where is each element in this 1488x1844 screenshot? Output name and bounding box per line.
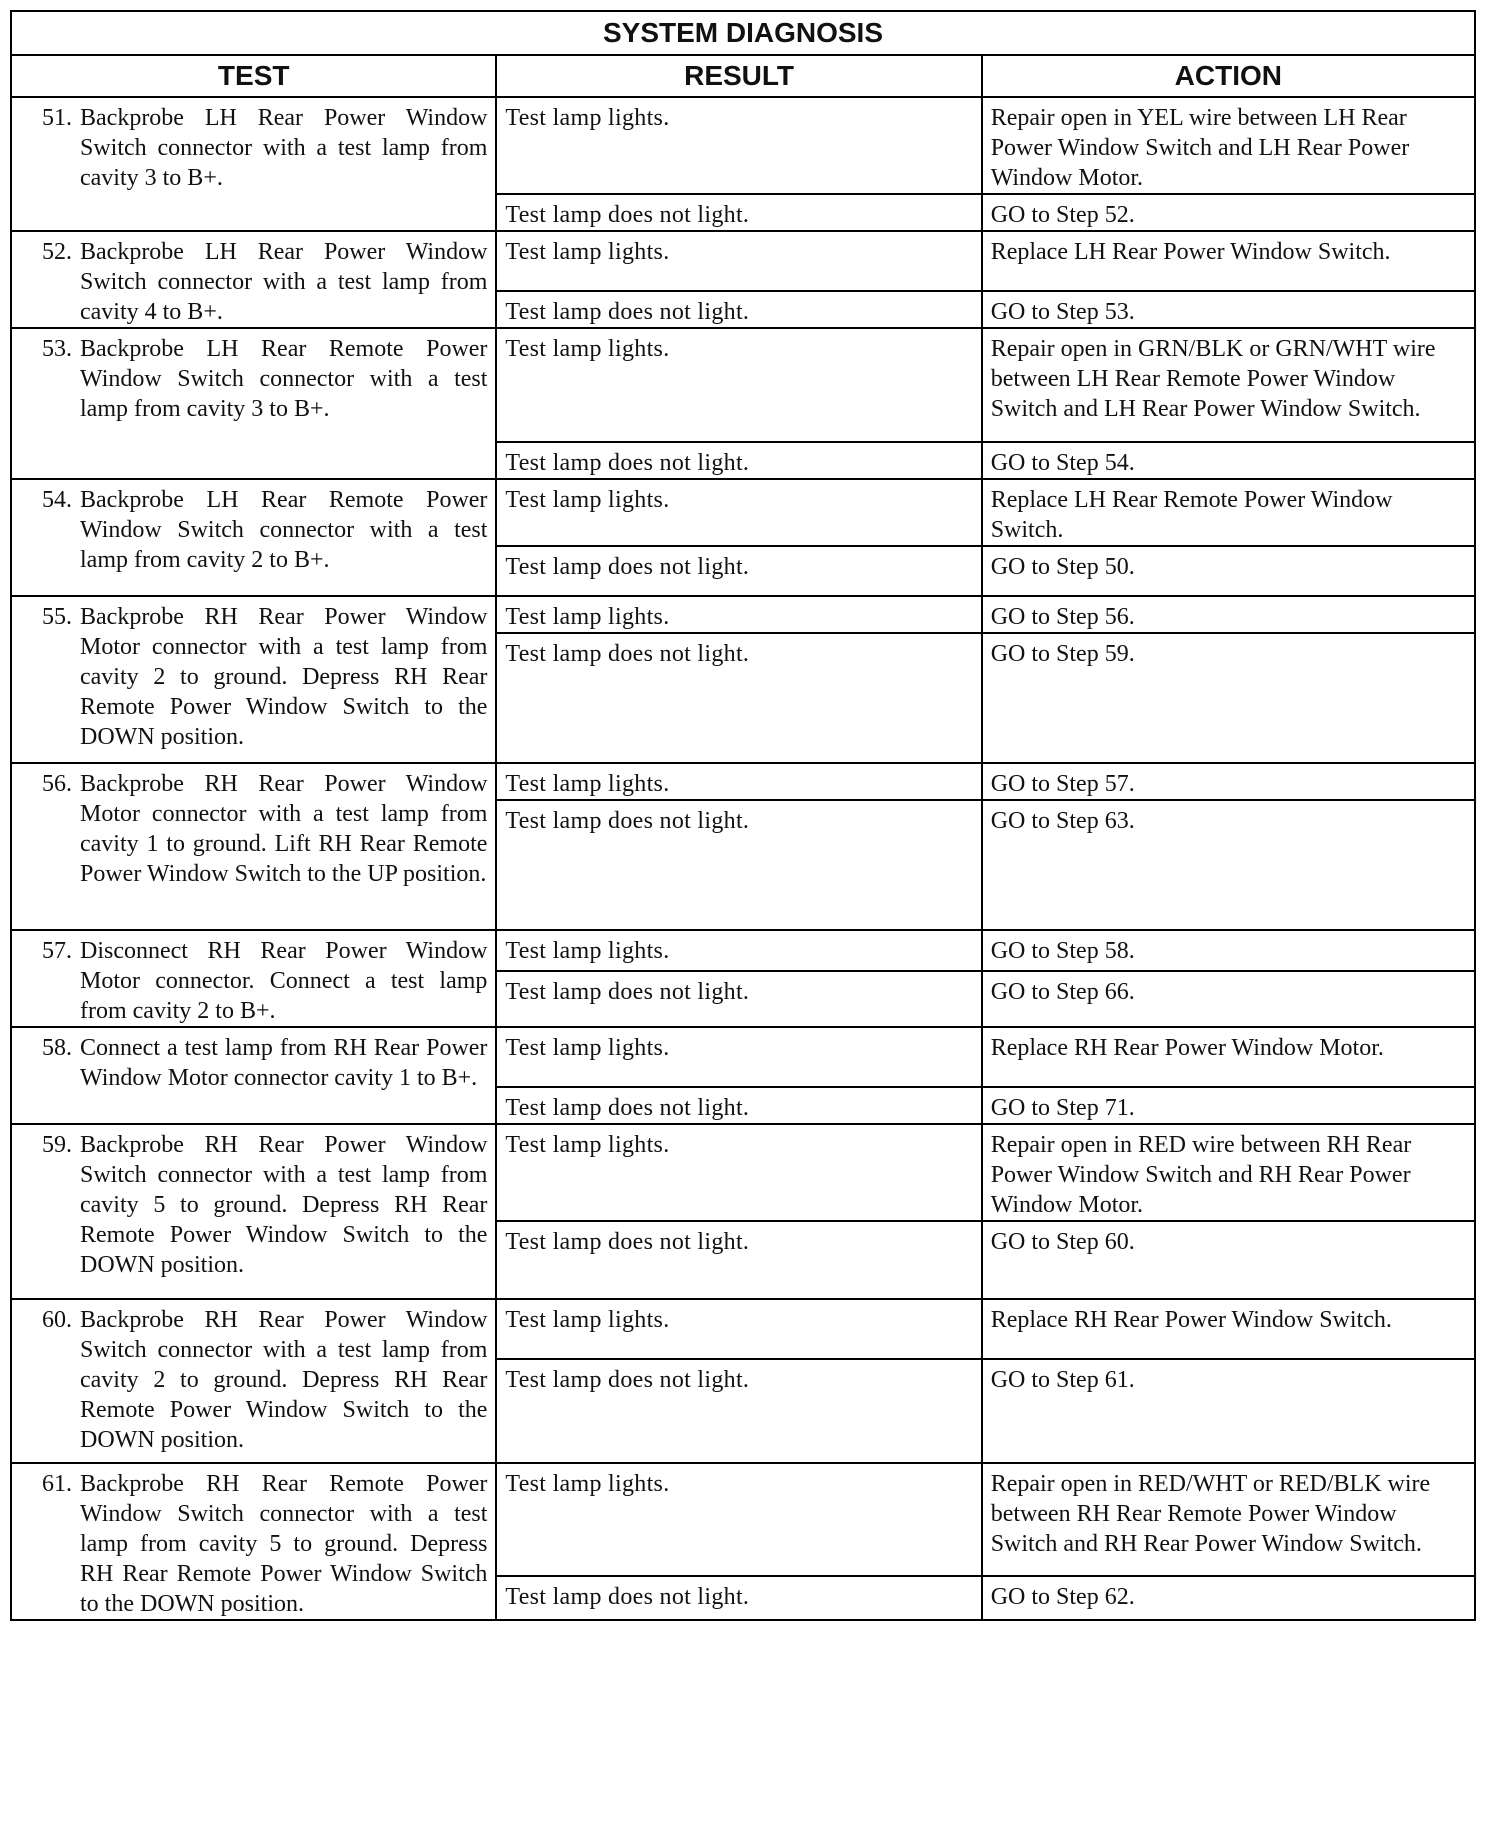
action-cell: GO to Step 66.: [982, 971, 1475, 1027]
test-cell: [11, 1299, 496, 1463]
system-diagnosis-table: [10, 10, 1476, 1621]
action-cell: Repair open in YEL wire between LH Rear Power Window Switch and LH Rear Power Window Motor.: [982, 97, 1475, 194]
test-text: Backprobe LH Rear Power Window Switch connector with a test lamp from cavity 4 to B+.: [80, 239, 488, 325]
test-cell: [11, 596, 496, 763]
test-step: [20, 334, 487, 424]
table-row: [11, 328, 1475, 442]
result-cell: Test lamp lights.: [496, 1299, 981, 1359]
result-cell: Test lamp lights.: [496, 231, 981, 291]
step-number: 57.: [42, 938, 72, 964]
action-cell: GO to Step 63.: [982, 800, 1475, 930]
result-cell: Test lamp does not light.: [496, 442, 981, 479]
action-cell: GO to Step 60.: [982, 1221, 1475, 1299]
column-header-result: RESULT: [496, 55, 981, 97]
step-number: 55.: [42, 604, 72, 630]
action-cell: GO to Step 56.: [982, 596, 1475, 633]
step-number: 54.: [42, 487, 72, 513]
table-row: [11, 930, 1475, 971]
test-step: [20, 936, 487, 1026]
result-cell: Test lamp lights.: [496, 930, 981, 971]
test-cell: [11, 479, 496, 596]
action-cell: GO to Step 58.: [982, 930, 1475, 971]
action-cell: GO to Step 50.: [982, 546, 1475, 596]
table-row: [11, 596, 1475, 633]
test-text: Backprobe LH Rear Power Window Switch connector with a test lamp from cavity 3 to B+.: [80, 105, 488, 191]
test-text: Backprobe RH Rear Power Window Switch connector with a test lamp from cavity 2 to ground. Depress RH Rear Remote Power Window Switch to the DOWN position.: [80, 1307, 488, 1453]
column-header-test: TEST: [11, 55, 496, 97]
step-number: 58.: [42, 1035, 72, 1061]
column-header-action: ACTION: [982, 55, 1475, 97]
test-step: [20, 485, 487, 575]
action-cell: GO to Step 54.: [982, 442, 1475, 479]
result-cell: Test lamp lights.: [496, 97, 981, 194]
result-cell: Test lamp does not light.: [496, 633, 981, 763]
action-cell: Replace LH Rear Remote Power Window Switch.: [982, 479, 1475, 546]
test-step: [20, 1130, 487, 1280]
step-number: 60.: [42, 1307, 72, 1333]
table-row: [11, 763, 1475, 800]
table-row: [11, 479, 1475, 546]
result-cell: Test lamp does not light.: [496, 1359, 981, 1463]
result-cell: Test lamp lights.: [496, 763, 981, 800]
action-cell: GO to Step 59.: [982, 633, 1475, 763]
step-number: 59.: [42, 1132, 72, 1158]
result-cell: Test lamp does not light.: [496, 546, 981, 596]
test-cell: [11, 1124, 496, 1299]
test-text: Backprobe RH Rear Power Window Motor connector with a test lamp from cavity 2 to ground. Depress RH Rear Remote Power Window Switch to the DOWN position.: [80, 604, 488, 750]
table-row: [11, 1463, 1475, 1576]
test-text: Backprobe RH Rear Power Window Switch connector with a test lamp from cavity 5 to ground. Depress RH Rear Remote Power Window Switch to the DOWN position.: [80, 1132, 488, 1278]
action-cell: GO to Step 71.: [982, 1087, 1475, 1124]
table-row: [11, 97, 1475, 194]
test-step: [20, 1305, 487, 1455]
action-cell: GO to Step 61.: [982, 1359, 1475, 1463]
test-cell: [11, 231, 496, 328]
action-cell: GO to Step 53.: [982, 291, 1475, 328]
result-cell: Test lamp does not light.: [496, 1087, 981, 1124]
table-row: [11, 1124, 1475, 1221]
test-step: [20, 103, 487, 193]
step-number: 61.: [42, 1471, 72, 1497]
table-row: [11, 231, 1475, 291]
step-number: 52.: [42, 239, 72, 265]
test-cell: [11, 1463, 496, 1620]
action-cell: Replace RH Rear Power Window Switch.: [982, 1299, 1475, 1359]
test-step: [20, 237, 487, 327]
action-cell: GO to Step 62.: [982, 1576, 1475, 1620]
test-text: Backprobe RH Rear Remote Power Window Switch connector with a test lamp from cavity 5 to ground. Depress RH Rear Remote Power Window Switch to the DOWN position.: [80, 1471, 488, 1617]
test-text: Disconnect RH Rear Power Window Motor connector. Connect a test lamp from cavity 2 to B+.: [80, 938, 488, 1024]
step-number: 51.: [42, 105, 72, 131]
diagnosis-rows: [11, 97, 1475, 1620]
test-cell: [11, 1027, 496, 1124]
test-text: Backprobe RH Rear Power Window Motor connector with a test lamp from cavity 1 to ground. Lift RH Rear Remote Power Window Switch to the UP position.: [80, 771, 488, 887]
test-step: [20, 1469, 487, 1619]
test-cell: [11, 930, 496, 1027]
result-cell: Test lamp does not light.: [496, 194, 981, 231]
test-cell: [11, 763, 496, 930]
test-step: [20, 1033, 487, 1093]
test-step: [20, 602, 487, 752]
action-cell: GO to Step 57.: [982, 763, 1475, 800]
result-cell: Test lamp does not light.: [496, 971, 981, 1027]
test-text: Backprobe LH Rear Remote Power Window Switch connector with a test lamp from cavity 3 to B+.: [80, 336, 488, 422]
result-cell: Test lamp does not light.: [496, 1576, 981, 1620]
result-cell: Test lamp lights.: [496, 328, 981, 442]
result-cell: Test lamp lights.: [496, 596, 981, 633]
table-title: SYSTEM DIAGNOSIS: [11, 11, 1475, 55]
result-cell: Test lamp lights.: [496, 1463, 981, 1576]
action-cell: Replace LH Rear Power Window Switch.: [982, 231, 1475, 291]
result-cell: Test lamp does not light.: [496, 291, 981, 328]
action-cell: Repair open in GRN/BLK or GRN/WHT wire between LH Rear Remote Power Window Switch and LH Rear Power Window Switch.: [982, 328, 1475, 442]
result-cell: Test lamp does not light.: [496, 1221, 981, 1299]
result-cell: Test lamp lights.: [496, 479, 981, 546]
result-cell: Test lamp lights.: [496, 1124, 981, 1221]
table-row: [11, 1027, 1475, 1087]
test-cell: [11, 97, 496, 231]
action-cell: Repair open in RED/WHT or RED/BLK wire between RH Rear Remote Power Window Switch and RH Rear Power Window Switch.: [982, 1463, 1475, 1576]
test-cell: [11, 328, 496, 479]
result-cell: Test lamp lights.: [496, 1027, 981, 1087]
action-cell: Repair open in RED wire between RH Rear Power Window Switch and RH Rear Power Window Motor.: [982, 1124, 1475, 1221]
test-step: [20, 769, 487, 889]
test-text: Connect a test lamp from RH Rear Power Window Motor connector cavity 1 to B+.: [80, 1035, 488, 1091]
action-cell: Replace RH Rear Power Window Motor.: [982, 1027, 1475, 1087]
result-cell: Test lamp does not light.: [496, 800, 981, 930]
table-row: [11, 1299, 1475, 1359]
action-cell: GO to Step 52.: [982, 194, 1475, 231]
step-number: 53.: [42, 336, 72, 362]
step-number: 56.: [42, 771, 72, 797]
test-text: Backprobe LH Rear Remote Power Window Switch connector with a test lamp from cavity 2 to B+.: [80, 487, 488, 573]
